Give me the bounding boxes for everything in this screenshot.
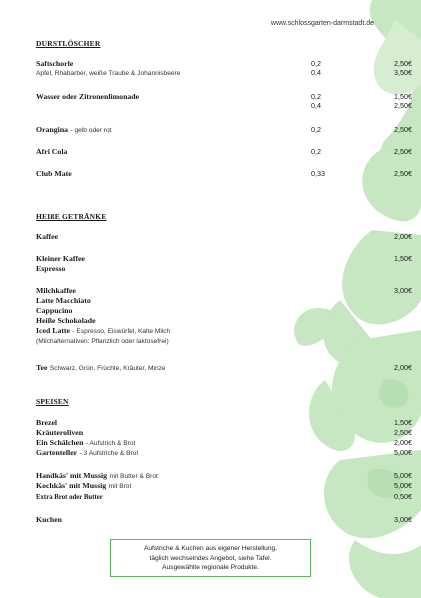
menu-item (36, 232, 412, 241)
item-price: 5,00€ (394, 471, 412, 480)
item-name: Gartenteller (36, 448, 78, 457)
menu-item (36, 92, 412, 101)
menu-item (36, 264, 376, 273)
item-name: Orangina (36, 125, 69, 134)
item-name: Handkäs' mit Mussig (36, 471, 108, 480)
info-note-box (110, 539, 311, 577)
item-quantity: 0,4 (311, 68, 321, 77)
item-quantity: 0,2 (311, 59, 321, 68)
item-name: Afri Cola (36, 147, 68, 156)
item-name: Latte Macchiato (36, 296, 91, 305)
item-price: 2,50€ (394, 147, 412, 156)
item-name: Saftschorle (36, 59, 74, 68)
menu-item (36, 471, 412, 481)
note-line: Ausgewählte regionale Produkte. (162, 564, 259, 571)
item-description: - gelb oder rot (70, 127, 112, 134)
item-quantity: 0,4 (311, 101, 321, 110)
item-name: Kleiner Kaffee (36, 254, 86, 263)
item-description: - Aufstrich & Brot (85, 440, 136, 447)
item-name: Club Mate (36, 169, 72, 178)
item-name: Kaffee (36, 232, 59, 241)
item-name: Iced Latte (36, 326, 70, 335)
menu-item (36, 428, 412, 437)
item-price: 2,50€ (394, 101, 412, 110)
item-price: 3,00€ (394, 286, 412, 295)
section-title-durstloescher: DURSTLÖSCHER (36, 39, 101, 48)
item-description: - Espresso, Eiswürfel, Kalte Milch (72, 328, 171, 335)
item-quantity: 0,2 (311, 125, 321, 134)
menu-item (36, 448, 412, 458)
item-name: Espresso (36, 264, 66, 273)
item-name: Ein Schälchen (36, 438, 84, 447)
item-name: Milchkaffee (36, 286, 76, 295)
item-name: Extra Brot oder Butter (36, 494, 103, 501)
menu-item (36, 316, 376, 325)
item-price: 3,00€ (394, 515, 412, 524)
item-description: mit Butter & Brot (109, 473, 158, 480)
note-line: täglich wechselndes Angebot, siehe Tafel. (149, 554, 272, 562)
menu-item (36, 147, 412, 156)
menu-item (36, 169, 412, 178)
item-price: 3,50€ (394, 68, 412, 77)
item-name: Kochkäs' mit Mussig (36, 481, 107, 490)
item-name: Wasser oder Zitronenlimonade (36, 92, 140, 101)
item-price: 2,00€ (394, 363, 412, 372)
item-price: 2,00€ (394, 438, 412, 447)
item-name: Tee (36, 363, 48, 372)
item-description: mit Brot (108, 483, 132, 490)
item-name: Brezel (36, 418, 58, 427)
item-description: Schwarz, Grün, Früchte, Kräuter, Minze (49, 365, 166, 372)
menu-item (36, 492, 412, 502)
menu-item (36, 326, 376, 336)
menu-item (36, 59, 412, 68)
menu-item (36, 481, 412, 491)
menu-item (36, 286, 412, 295)
item-description: (Milchalternativen: Pflanzlich oder laktosefrei) (36, 338, 169, 345)
menu-item (36, 438, 412, 448)
menu-item (36, 306, 376, 315)
menu-item (36, 254, 412, 263)
item-price: 2,50€ (394, 428, 412, 437)
website-url: www.schlossgarten-darmstadt.de (270, 20, 374, 27)
item-name: Heiße Schokolade (36, 316, 96, 325)
section-title-speisen: SPEISEN (36, 397, 69, 406)
item-price: 5,00€ (394, 448, 412, 457)
item-price: 1,50€ (394, 418, 412, 427)
item-price: 2,00€ (394, 232, 412, 241)
item-description: Apfel, Rhabarber, weiße Traube & Johannisbeere (36, 70, 181, 77)
item-name: Kräuteroliven (36, 428, 84, 437)
item-quantity: 0,33 (311, 169, 325, 178)
note-line: Aufstriche & Kuchen aus eigener Herstellung, (143, 545, 278, 552)
menu-item (36, 296, 376, 305)
section-title-heisse-getraenke: HEIßE GETRÄNKE (36, 212, 107, 221)
menu-item (36, 515, 412, 524)
menu-item-sub (36, 336, 376, 346)
item-name: Cappucino (36, 306, 73, 315)
item-price: 2,50€ (394, 169, 412, 178)
item-price: 2,50€ (394, 125, 412, 134)
item-quantity: 0,2 (311, 92, 321, 101)
item-price: 1,50€ (394, 92, 412, 101)
menu-item (36, 125, 412, 135)
item-price: 1,50€ (394, 254, 412, 263)
menu-item-sub (36, 68, 412, 78)
menu-item (36, 418, 412, 427)
item-quantity: 0,2 (311, 147, 321, 156)
item-price: 2,50€ (394, 59, 412, 68)
item-price: 0,50€ (394, 492, 412, 501)
item-name: Kuchen (36, 515, 62, 524)
item-price: 5,00€ (394, 481, 412, 490)
item-description: - 3 Aufstriche & Brot (79, 450, 139, 457)
menu-item (36, 363, 412, 373)
